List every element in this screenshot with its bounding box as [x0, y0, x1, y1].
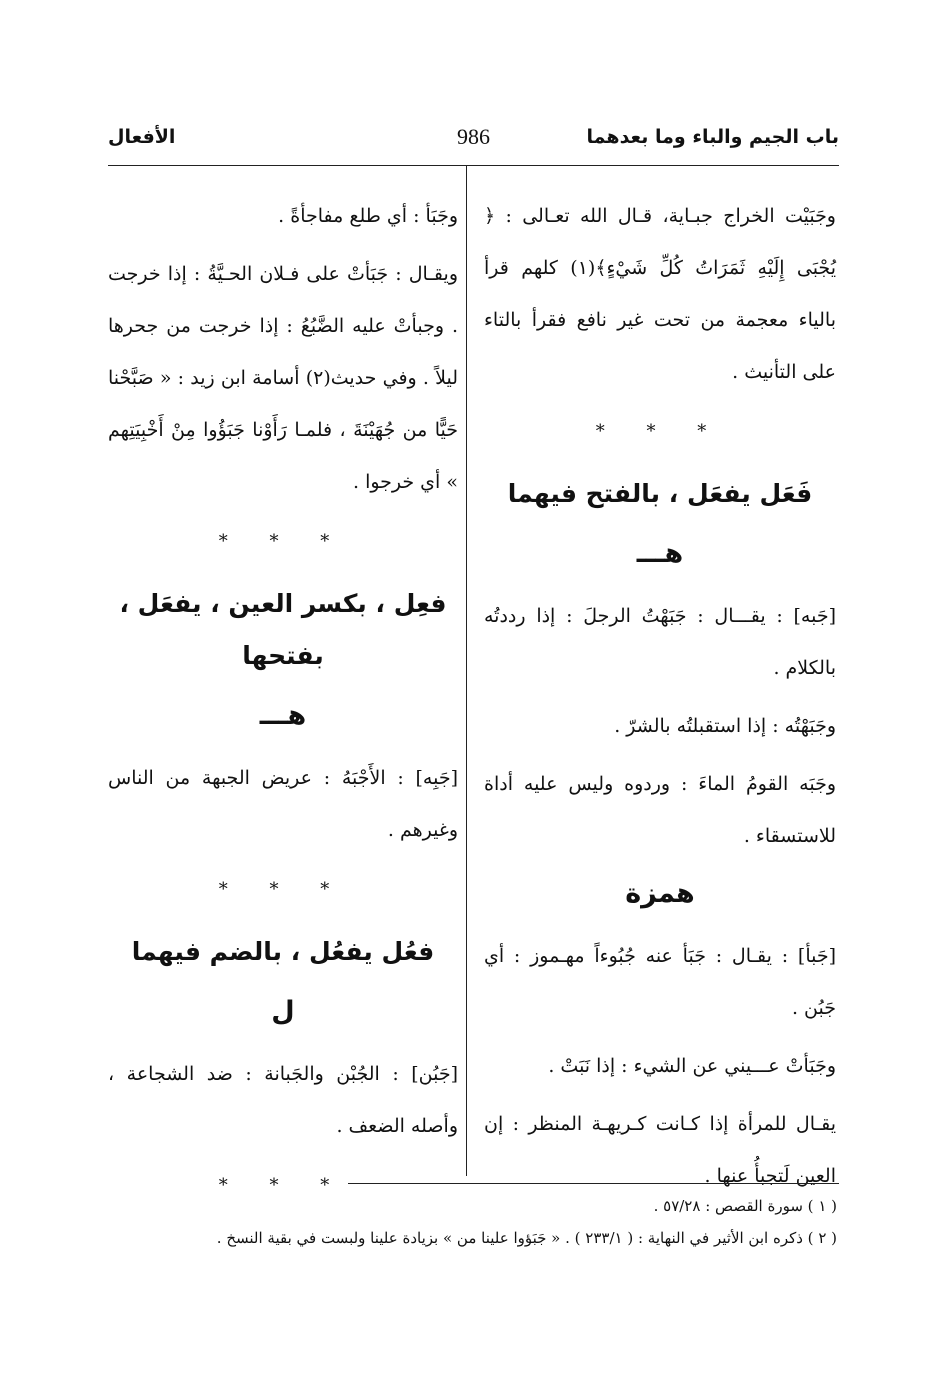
entry-paragraph: وجَبَأ : أي طلع مفاجأةً . [278, 205, 458, 227]
letter-heading: هـــ [636, 538, 684, 569]
separator-stars: * * * [218, 531, 348, 552]
footnotes [108, 1190, 837, 1254]
header-rule [108, 165, 839, 166]
column-divider [466, 166, 467, 1176]
separator-stars: * * * [218, 879, 348, 900]
footnote: ( ٢ ) ذكره ابن الأثير في النهاية : ( ٢٣٣/١ ) . « جَبَؤوا علينا من » بزيادة علينا ولبست في بقية النسخ . [216, 1229, 837, 1247]
entry-paragraph: [جَبه] : يقـــال : جَبَهْتُ الرجلَ : إذا رددتُه بالكلام . [484, 605, 836, 679]
entry-paragraph: وجَبَهْتُه : إذا استقبلتُه بالشرّ . [614, 715, 836, 737]
chapter-title: باب الجيم والباء وما بعدهما [586, 126, 839, 148]
left-column [108, 190, 458, 1222]
entry-paragraph: يقـال للمرأة إذا كـانت كـريهـة المنظر : إن العين لَتجبأُ عنها . [484, 1113, 836, 1187]
letter-heading: ل [271, 996, 295, 1027]
separator-stars: * * * [218, 1175, 348, 1196]
section-title: الأفعال [108, 126, 176, 148]
footnote-rule [348, 1183, 839, 1184]
separator-stars: * * * [595, 421, 725, 442]
entry-paragraph: وجَبَه القومُ الماءَ : وردوه وليس عليه أداة للاستسقاء . [484, 773, 836, 847]
section-heading: فَعَل يفعَل ، بالفتح فيهما [507, 479, 813, 508]
section-heading: فعُل يفعُل ، بالضم فيهما [131, 937, 435, 966]
entry-paragraph: [جَبأ] : يقـال : جَبَأ عنه جُبُوءاً مهـموز : أي جَبُن . [484, 945, 836, 1019]
footnote: ( ١ ) سورة القصص : ٥٧/٢٨ . [653, 1197, 837, 1215]
entry-paragraph: وجَبَأتْ عـــيني عن الشيء : إذا نَبَتْ . [548, 1055, 836, 1077]
entry-paragraph: ويقـال : جَبَأتْ على فـلان الحـيَّةُ : إذا خرجت . وجبأتْ عليه الضَّبُعُ : إذا خرجت من جحرها ليلاً . وفي حديث(٢) أسامة ابن زيد : « صَبَّحْنا حَيًّا من جُهَيْنَةَ ، فلمـا رَأَوْنا جَبَؤُوا مِنْ أَخْبِيَتِهم » أي خرجوا . [108, 263, 458, 493]
entry-paragraph: [جَبِه] : الأَجْبَهُ : عريض الجبهة من الناس وغيرهم . [108, 767, 458, 841]
right-column [484, 190, 836, 1208]
section-heading: فعِل ، بكسر العين ، يفعَل ، بفتحها [119, 589, 447, 670]
page-header [108, 122, 839, 162]
entry-paragraph: [جَبُن] : الجُبْن والجَبانة : ضد الشجاعة ، وأصله الضعف . [108, 1063, 458, 1137]
entry-paragraph: وجَبَيْت الخراج جبـاية، قـال الله تعـالى : ﴿ يُجْبَى إِلَيْهِ ثَمَرَاتُ كُلِّ شَيْءٍ﴾(١) كلهم قرأ بالياء معجمة من تحت غير نافع فقرأ بالتاء على التأنيث . [484, 205, 836, 383]
page-number: 986 [457, 124, 490, 149]
letter-heading: هـــ [259, 700, 307, 731]
letter-heading: همزة [625, 878, 695, 909]
